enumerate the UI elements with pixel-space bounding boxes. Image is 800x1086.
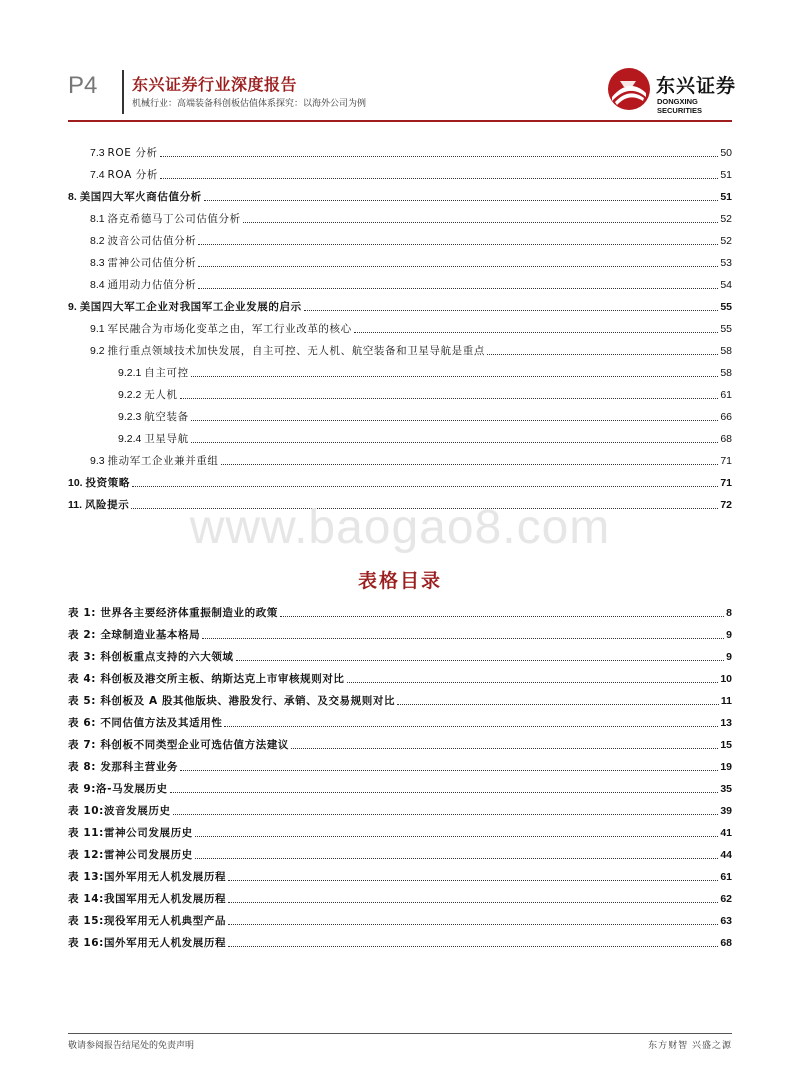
table-toc-entry[interactable] [68,736,732,752]
toc-entry[interactable] [68,474,732,490]
toc-entry[interactable] [68,254,732,270]
page-number: P4 [68,72,98,99]
watermark: www.baogao8.com [189,501,611,554]
table-toc-entry[interactable] [68,802,732,818]
table-toc-page: 35 [720,783,732,795]
table-toc-page: 39 [720,805,732,817]
toc-entry-page: 55 [720,301,732,313]
dot-leader [304,310,719,311]
dot-leader [354,332,719,333]
dot-leader [228,924,718,925]
dot-leader [224,726,718,727]
toc-entry-title: ROE 分析 [107,147,158,159]
dot-leader [195,858,719,859]
toc-entry-title: 自主可控 [144,367,189,379]
toc-entry-page: 53 [720,257,732,269]
toc-entry-number: 7.4 [90,169,108,181]
dot-leader [228,880,718,881]
header-rule [68,120,732,122]
footer-rule [68,1033,732,1034]
toc-entry-number: 9.2.2 [118,389,145,401]
table-toc-title: 表 1: 世界各主要经济体重振制造业的政策 [68,607,278,619]
table-toc-title: 表 11:雷神公司发展历史 [68,827,193,839]
table-toc-title: 表 9:洛-马发展历史 [68,783,168,795]
toc-entry-page: 52 [720,235,732,247]
dot-leader [180,770,718,771]
table-toc-title: 表 6: 不同估值方法及其适用性 [68,717,223,729]
table-toc-page: 68 [720,937,732,949]
toc-entry-page: 52 [720,213,732,225]
dot-leader [280,616,724,617]
toc-entry-title: 推行重点领域技术加快发展，自主可控、无人机、航空装备和卫星导航是重点 [107,345,485,357]
table-toc-page: 9 [726,629,732,641]
toc-entry[interactable] [68,342,732,358]
table-toc-title: 表 5: 科创板及 A 股其他版块、港股发行、承销、及交易规则对比 [68,695,396,707]
toc-entry[interactable] [68,210,732,226]
table-toc-entry[interactable] [68,824,732,840]
dot-leader [195,836,719,837]
table-toc-page: 8 [726,607,732,619]
dot-leader [228,946,718,947]
footer-slogan: 东方财智 兴盛之源 [648,1041,732,1051]
logo-name: 东兴证券 [656,75,737,97]
table-toc-title: 表 7: 科创板不同类型企业可选估值方法建议 [68,739,290,751]
dot-leader [397,704,719,705]
table-toc-entry[interactable] [68,626,732,642]
table-toc-title: 表 15:现役军用无人机典型产品 [68,915,227,927]
toc-entry-page: 55 [720,323,732,335]
toc-entry[interactable] [68,320,732,336]
dot-leader [228,902,718,903]
table-toc-page: 13 [720,717,732,729]
table-toc-entry[interactable] [68,648,732,664]
table-toc-page: 11 [720,695,732,707]
toc-entry-title: 航空装备 [144,411,189,423]
dot-leader [487,354,718,355]
toc-entry[interactable] [68,144,732,160]
dot-leader [198,244,718,245]
toc-entry-title: 美国四大军工企业对我国军工企业发展的启示 [79,301,302,313]
dot-leader [243,222,719,223]
table-toc-page: 9 [726,651,732,663]
report-subtitle: 机械行业：高端装备科创板估值体系探究：以海外公司为例 [132,99,367,109]
toc-entry-page: 58 [720,367,732,379]
toc-entry-number: 8. [68,191,80,203]
toc-entry-page: 50 [720,147,732,159]
toc-entry-number: 9.3 [90,455,108,467]
table-toc-entry[interactable] [68,868,732,884]
dot-leader [347,682,719,683]
footer-disclaimer: 敬请参阅报告结尾处的免责声明 [68,1041,195,1051]
dot-leader [202,638,724,639]
toc-entry-title: 无人机 [144,389,178,401]
header-divider [122,70,124,114]
table-toc-title: 表 4: 科创板及港交所主板、纳斯达克上市审核规则对比 [68,673,345,685]
toc-entry-title: 波音公司估值分析 [107,235,197,247]
toc-entry-number: 9.2.3 [118,411,145,423]
toc-entry-page: 71 [720,477,732,489]
dot-leader [291,748,718,749]
table-toc-title: 表 3: 科创板重点支持的六大领域 [68,651,234,663]
toc-entry[interactable] [68,232,732,248]
report-title: 东兴证券行业深度报告 [132,75,298,94]
dot-leader [170,792,719,793]
table-toc-title: 表 16:国外军用无人机发展历程 [68,937,227,949]
toc-entry-title: 投资策略 [85,477,130,489]
dongxing-logo-icon [606,67,652,111]
company-logo [606,67,737,115]
toc-entry-title: 推动军工企业兼并重组 [107,455,219,467]
table-toc-title: 表 2: 全球制造业基本格局 [68,629,201,641]
table-toc-page: 15 [720,739,732,751]
table-toc-entry[interactable] [68,692,732,708]
toc-entry-number: 9.2.4 [118,433,145,445]
toc-entry-number: 7.3 [90,147,108,159]
table-toc-page: 44 [720,849,732,861]
dot-leader [198,266,718,267]
toc-entry[interactable] [68,298,732,314]
dot-leader [198,288,718,289]
table-toc-page: 19 [720,761,732,773]
table-toc-title: 表 10:波音发展历史 [68,805,171,817]
toc-entry-number: 9. [68,301,80,313]
toc-entry-page: 58 [720,345,732,357]
toc-entry-page: 71 [720,455,732,467]
toc-entry-title: 美国四大军火商估值分析 [79,191,202,203]
table-toc-title: 表 8: 发那科主营业务 [68,761,179,773]
table-toc-entry[interactable] [68,890,732,906]
table-toc-entry[interactable] [68,780,732,796]
logo-english-name: DONGXING SECURITIES [657,97,703,115]
toc-entry-title: 通用动力估值分析 [107,279,197,291]
table-toc-entry[interactable] [68,912,732,928]
dot-leader [191,420,719,421]
toc-entry-title: 风险提示 [84,499,130,511]
table-toc-page: 61 [720,871,732,883]
dot-leader [173,814,719,815]
dot-leader [160,178,718,179]
table-toc-page: 63 [720,915,732,927]
toc-entry-number: 9.2.1 [118,367,145,379]
toc-entry-page: 51 [720,169,732,181]
dot-leader [236,660,725,661]
toc-entry-page: 72 [720,499,732,511]
toc-entry-number: 8.3 [90,257,108,269]
table-toc-entry[interactable] [68,846,732,862]
toc-entry-page: 54 [720,279,732,291]
toc-entry[interactable] [68,276,732,292]
toc-entry-title: 洛克希德马丁公司估值分析 [107,213,241,225]
toc-entry[interactable] [68,430,732,446]
table-toc-title: 表 13:国外军用无人机发展历程 [68,871,227,883]
toc-entry-page: 68 [720,433,732,445]
table-toc-page: 62 [720,893,732,905]
dot-leader [180,398,719,399]
toc-entry-number: 8.4 [90,279,108,291]
table-toc-page: 41 [720,827,732,839]
toc-entry-number: 9.2 [90,345,108,357]
toc-entry-title: 雷神公司估值分析 [107,257,197,269]
toc-entry-title: 卫星导航 [144,433,189,445]
toc-entry[interactable] [68,364,732,380]
toc-entry-number: 8.2 [90,235,108,247]
table-toc-title: 表 12:雷神公司发展历史 [68,849,193,861]
toc-entry[interactable] [68,452,732,468]
toc-entry-number: 11. [68,499,85,511]
dot-leader [221,464,719,465]
table-toc-page: 10 [720,673,732,685]
table-toc-entry[interactable] [68,670,732,686]
dot-leader [191,442,719,443]
toc-entry-page: 66 [720,411,732,423]
table-toc-entry[interactable] [68,604,732,620]
toc-entry-title: 军民融合为市场化变革之由，军工行业改革的核心 [107,323,352,335]
table-toc-title: 表 14:我国军用无人机发展历程 [68,893,227,905]
tables-heading: 表格目录 [357,570,442,592]
dot-leader [204,200,719,201]
table-toc-entry[interactable] [68,934,732,950]
toc-entry[interactable] [68,408,732,424]
table-toc-entry[interactable] [68,758,732,774]
toc-entry[interactable] [68,386,732,402]
toc-entry[interactable] [68,166,732,182]
table-toc-entry[interactable] [68,714,732,730]
toc-entry-number: 9.1 [90,323,108,335]
toc-entry-number: 10. [68,477,86,489]
toc-entry[interactable] [68,188,732,204]
toc-entry-title: ROA 分析 [107,169,159,181]
toc-entry-number: 8.1 [90,213,108,225]
toc-entry-page: 61 [720,389,732,401]
dot-leader [160,156,719,157]
toc-entry-page: 51 [720,191,732,203]
dot-leader [191,376,719,377]
dot-leader [132,486,718,487]
